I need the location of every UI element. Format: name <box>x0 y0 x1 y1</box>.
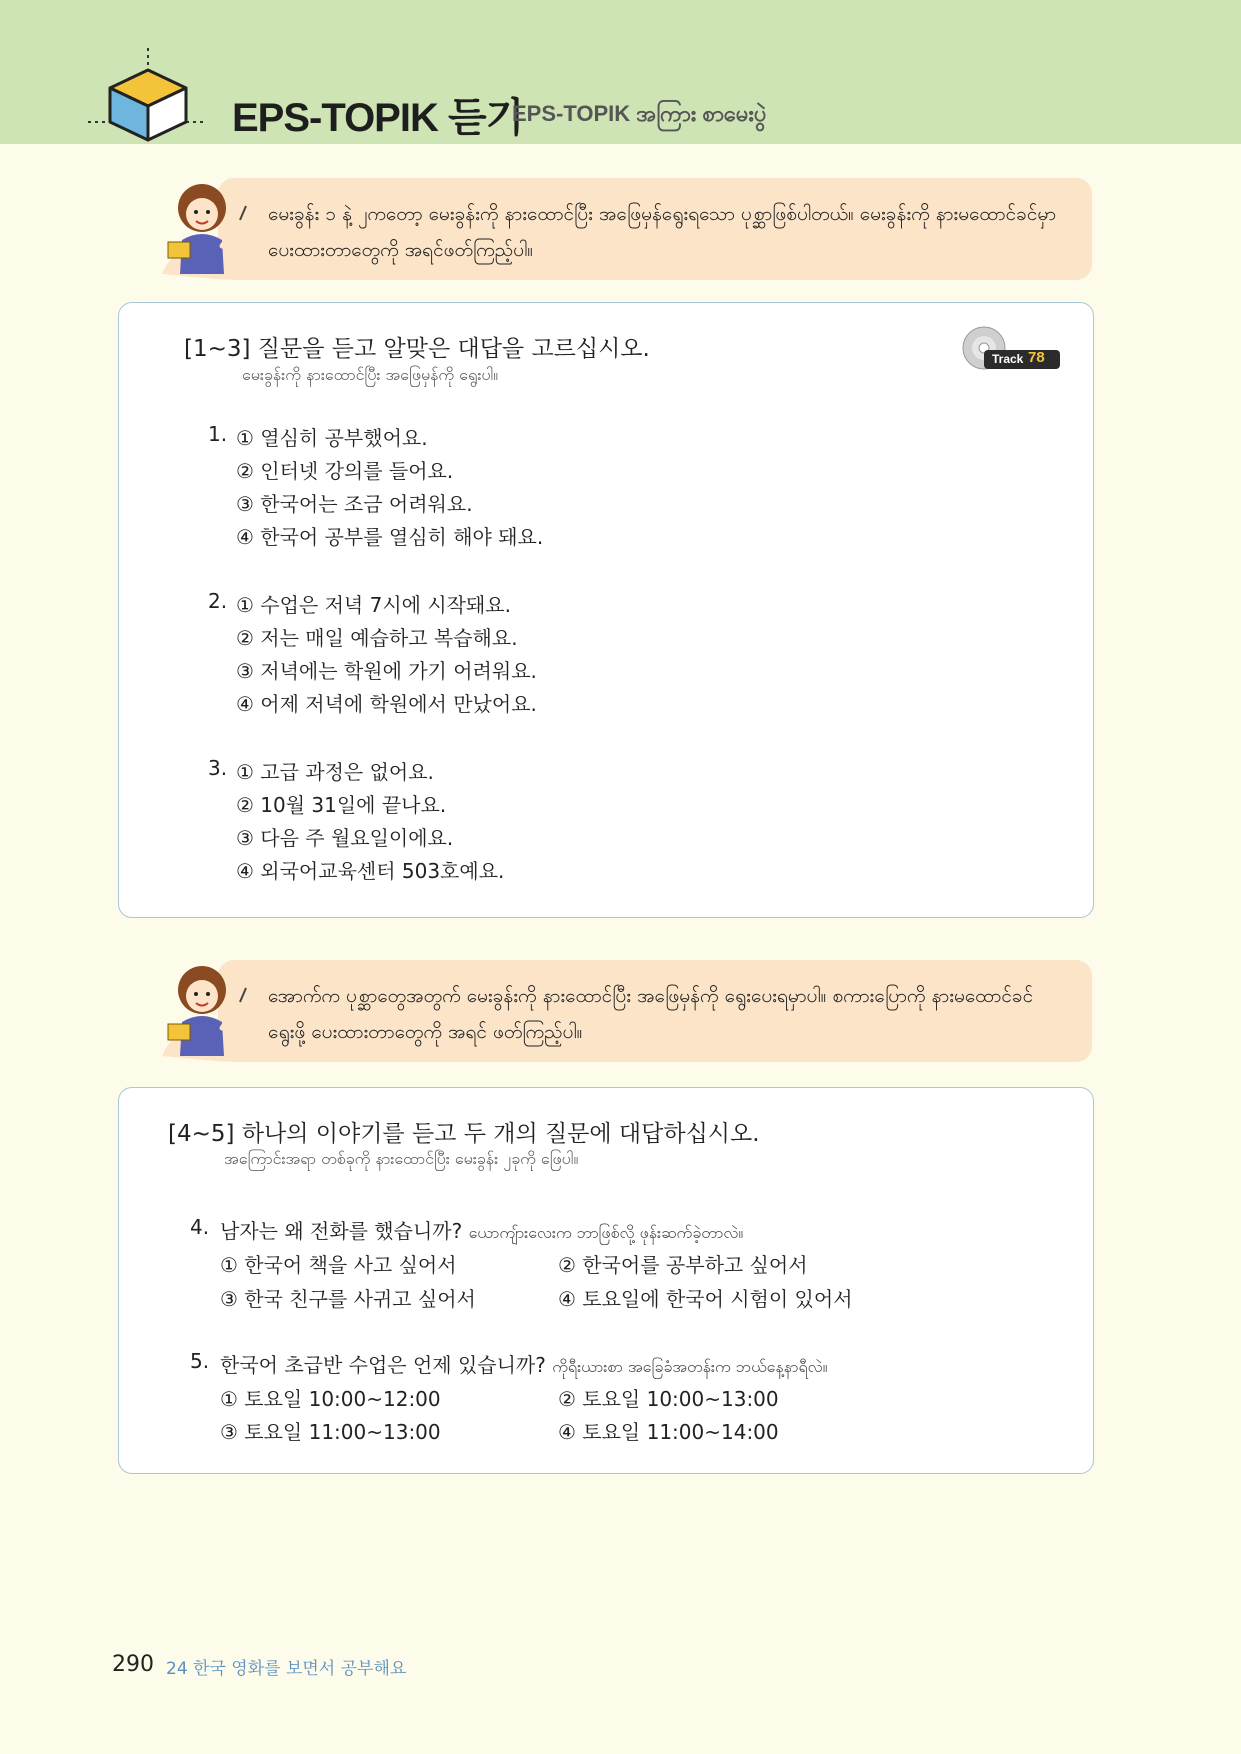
teacher-illustration <box>158 958 254 1062</box>
answer-option[interactable]: ④ 어제 저녁에 학원에서 만났어요. <box>236 692 537 716</box>
question-text-my: ယောကျ်ားလေးက ဘာဖြစ်လို့ ဖုန်းဆက်ခဲ့တာလဲ။ <box>468 1223 744 1242</box>
instruction-box-1 <box>218 178 1092 280</box>
answer-option[interactable]: ② 한국어를 공부하고 싶어서 <box>558 1253 808 1277</box>
answer-option[interactable]: ③ 다음 주 월요일이에요. <box>236 826 454 850</box>
question-text-ko: 남자는 왜 전화를 했습니까? <box>220 1219 463 1243</box>
instruction-text-2: အောက်က ပုစ္ဆာတွေအတွက် မေးခွန်းကို နားထောင်ပြီး အဖြေမှန်ကို ရွေးပေးရမှာပါ။ စကားပြောကို နားမထောင်ခင် ရွေးဖို့ ပေးထားတာတွေကို အရင် ဖတ်ကြည့်ပါ။ <box>268 985 1034 1043</box>
answer-option[interactable]: ④ 토요일 11:00~14:00 <box>558 1420 779 1444</box>
answer-option[interactable]: ③ 한국어는 조금 어려워요. <box>236 492 473 516</box>
page-subtitle: EPS-TOPIK အကြား စာမေးပွဲ <box>512 101 767 126</box>
answer-option[interactable]: ③ 한국 친구를 사귀고 싶어서 <box>220 1287 476 1311</box>
answer-option[interactable]: ① 한국어 책을 사고 싶어서 <box>220 1253 457 1277</box>
answer-option[interactable]: ① 수업은 저녁 7시에 시작돼요. <box>236 593 511 617</box>
instruction-text-1: မေးခွန်း ၁ နဲ့ ၂ကတော့ မေးခွန်းကို နားထောင်ပြီး အဖြေမှန်ရွေးရသော ပုစ္ဆာဖြစ်ပါတယ်။ မေးခွန်းကို နားမထောင်ခင်မှာ ပေးထားတာတွေကို အရင်ဖတ်ကြည့်ပါ။ <box>268 203 1057 261</box>
page-number: 290 <box>112 1652 154 1677</box>
question-number: 2. <box>208 589 228 613</box>
question-number: 5. <box>190 1349 210 1373</box>
instruction-box-2 <box>218 960 1092 1062</box>
section1-title: [1~3] 질문을 듣고 알맞은 대답을 고르십시오. <box>184 336 650 362</box>
question-text <box>220 1215 743 1246</box>
answer-option[interactable]: ① 고급 과정은 없어요. <box>236 760 434 784</box>
question-number: 3. <box>208 756 228 780</box>
answer-option[interactable]: ② 저는 매일 예습하고 복습해요. <box>236 626 518 650</box>
page-title: EPS-TOPIK 듣기 <box>232 96 524 140</box>
teacher-illustration <box>158 176 254 280</box>
cube-icon <box>88 48 208 148</box>
track-number: 78 <box>1028 349 1045 366</box>
question-text-my: ကိုရီးယားစာ အခြေခံအတန်းက ဘယ်နေ့နာရီလဲ။ <box>552 1357 828 1376</box>
answer-option[interactable]: ④ 토요일에 한국어 시험이 있어서 <box>558 1287 853 1311</box>
section2-title: [4~5] 하나의 이야기를 듣고 두 개의 질문에 대답하십시오. <box>168 1121 760 1147</box>
answer-option[interactable]: ④ 외국어교육센터 503호예요. <box>236 859 505 883</box>
answer-option[interactable]: ③ 토요일 11:00~13:00 <box>220 1420 441 1444</box>
answer-option[interactable]: ② 10월 31일에 끝나요. <box>236 793 447 817</box>
answer-option[interactable]: ② 토요일 10:00~13:00 <box>558 1387 779 1411</box>
section1-subtitle: မေးခွန်းကို နားထောင်ပြီး အဖြေမှန်ကို ရွေးပါ။ <box>242 365 499 384</box>
chapter-title: 24 한국 영화를 보면서 공부해요 <box>166 1659 407 1679</box>
answer-option[interactable]: ① 토요일 10:00~12:00 <box>220 1387 441 1411</box>
section2-subtitle: အကြောင်းအရာ တစ်ခုကို နားထောင်ပြီး မေးခွန်း ၂ခုကို ဖြေပါ။ <box>224 1149 579 1168</box>
answer-option[interactable]: ④ 한국어 공부를 열심히 해야 돼요. <box>236 525 544 549</box>
answer-option[interactable]: ③ 저녁에는 학원에 가기 어려워요. <box>236 659 537 683</box>
track-label: Track <box>992 352 1024 366</box>
question-text <box>220 1349 827 1380</box>
question-number: 4. <box>190 1215 210 1239</box>
answer-option[interactable]: ① 열심히 공부했어요. <box>236 426 428 450</box>
question-text-ko: 한국어 초급반 수업은 언제 있습니까? <box>220 1353 546 1377</box>
question-number: 1. <box>208 422 228 446</box>
answer-option[interactable]: ② 인터넷 강의를 들어요. <box>236 459 454 483</box>
